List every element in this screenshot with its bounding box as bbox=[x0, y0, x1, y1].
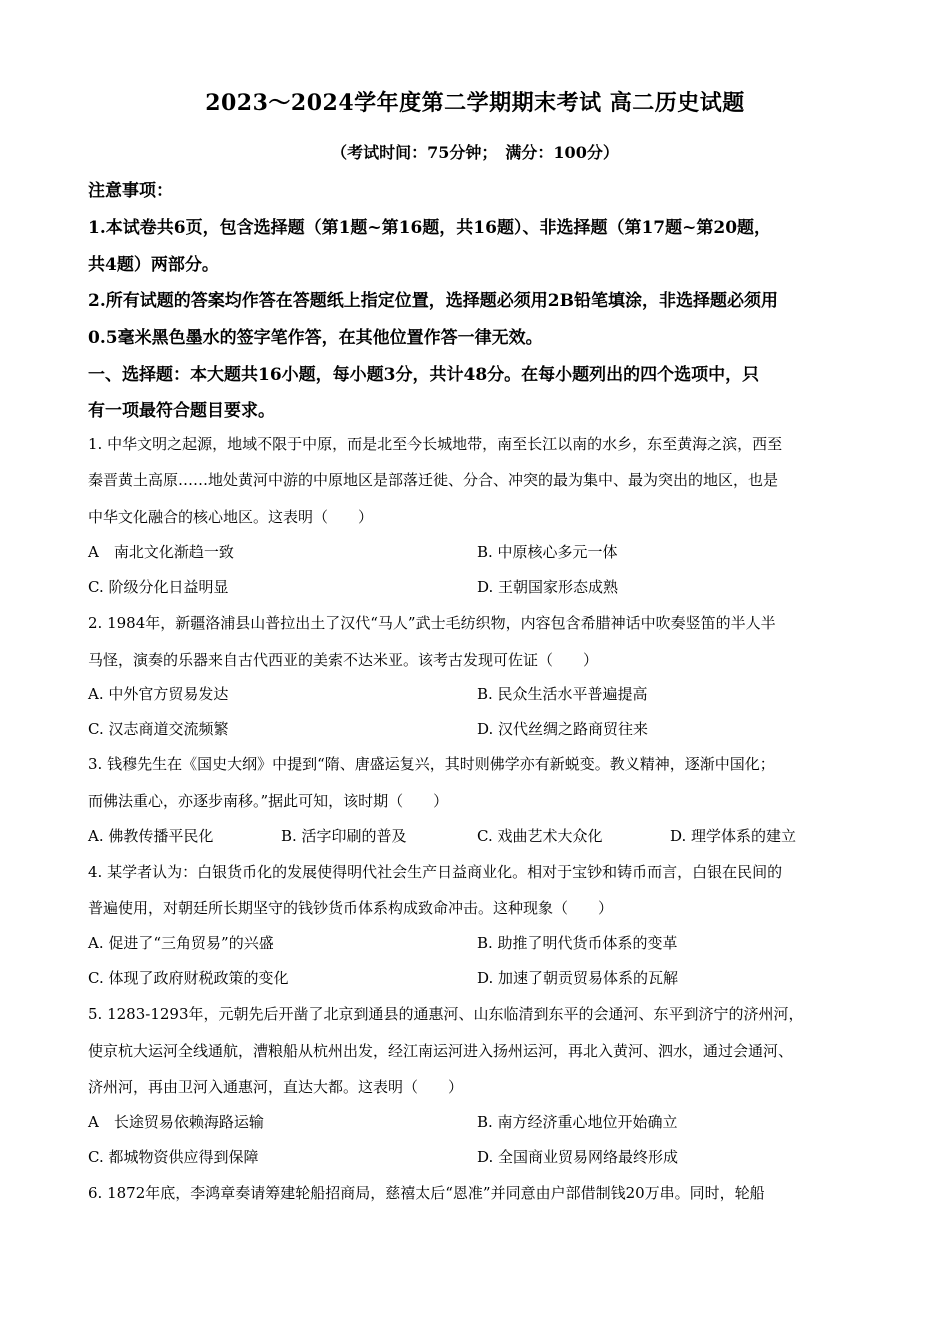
question-4-line-1: 4. 某学者认为：白银货币化的发展使得明代社会生产日益商业化。相对于宝钞和铸币而言，白银在民间的 bbox=[88, 863, 783, 881]
question-2-option-c: C. 汉志商道交流频繁 bbox=[88, 720, 229, 738]
question-1-option-c: C. 阶级分化日益明显 bbox=[88, 578, 229, 596]
question-2-line-2: 马怪，演奏的乐器来自古代西亚的美索不达米亚。该考古发现可佐证（ ） bbox=[88, 651, 599, 669]
question-1-option-a: A 南北文化渐趋一致 bbox=[88, 543, 234, 561]
question-2-option-d: D. 汉代丝绸之路商贸往来 bbox=[477, 720, 649, 738]
exam-title: 2023～2024学年度第二学期期末考试 高二历史试题 bbox=[205, 90, 745, 116]
question-6-line-1: 6. 1872年底，李鸿章奏请筹建轮船招商局，慈禧太后“恩准”并同意由户部借制钱20万串。同时，轮船 bbox=[88, 1184, 765, 1202]
question-5-option-c: C. 都城物资供应得到保障 bbox=[88, 1148, 259, 1166]
note-item-2-line-1: 2.所有试题的答案均作答在答题纸上指定位置，选择题必须用2B铅笔填涂，非选择题必须用 bbox=[88, 291, 778, 311]
question-3-option-c: C. 戏曲艺术大众化 bbox=[477, 827, 603, 845]
question-4-option-d: D. 加速了朝贡贸易体系的瓦解 bbox=[477, 969, 679, 987]
section-1-heading-line-2: 有一项最符合题目要求。 bbox=[88, 401, 275, 421]
question-4-option-c: C. 体现了政府财税政策的变化 bbox=[88, 969, 289, 987]
question-5-option-d: D. 全国商业贸易网络最终形成 bbox=[477, 1148, 679, 1166]
question-5-line-3: 济州河，再由卫河入通惠河，直达大都。这表明（ ） bbox=[88, 1078, 464, 1096]
question-2-line-1: 2. 1984年，新疆洛浦县山普拉出土了汉代“马人”武士毛纺织物，内容包含希腊神话中吹奏竖笛的半人半 bbox=[88, 614, 776, 632]
note-item-1-line-2: 共4题）两部分。 bbox=[88, 255, 219, 275]
question-5-option-b: B. 南方经济重心地位开始确立 bbox=[477, 1113, 678, 1131]
question-5-line-2: 使京杭大运河全线通航，漕粮船从杭州出发，经江南运河进入扬州运河，再北入黄河、泗水，通过会通河、 bbox=[88, 1042, 794, 1060]
question-3-line-1: 3. 钱穆先生在《国史大纲》中提到“隋、唐盛运复兴，其时则佛学亦有新蜕变。教义精神，逐渐中国化； bbox=[88, 755, 775, 773]
question-1-line-2: 秦晋黄土高原……地处黄河中游的中原地区是部落迁徙、分合、冲突的最为集中、最为突出的地区，也是 bbox=[88, 471, 779, 489]
question-1-option-b: B. 中原核心多元一体 bbox=[477, 543, 618, 561]
note-item-2-line-2: 0.5毫米黑色墨水的签字笔作答，在其他位置作答一律无效。 bbox=[88, 328, 543, 348]
note-item-1-line-1: 1.本试卷共6页，包含选择题（第1题~第16题，共16题）、非选择题（第17题~第20题， bbox=[88, 218, 772, 238]
question-4-line-2: 普遍使用，对朝廷所长期坚守的钱钞货币体系构成致命冲击。这种现象（ ） bbox=[88, 899, 614, 917]
question-4-option-a: A. 促进了“三角贸易”的兴盛 bbox=[88, 934, 274, 952]
question-1-option-d: D. 王朝国家形态成熟 bbox=[477, 578, 619, 596]
question-3-option-a: A. 佛教传播平民化 bbox=[88, 827, 214, 845]
question-4-option-b: B. 助推了明代货币体系的变革 bbox=[477, 934, 678, 952]
question-3-line-2: 而佛法重心，亦逐步南移。”据此可知，该时期（ ） bbox=[88, 792, 449, 810]
section-1-heading-line-1: 一、选择题：本大题共16小题，每小题3分，共计48分。在每小题列出的四个选项中，只 bbox=[88, 365, 760, 385]
question-5-line-1: 5. 1283-1293年，元朝先后开凿了北京到通县的通惠河、山东临清到东平的会通河、东平到济宁的济州河， bbox=[88, 1005, 804, 1023]
question-2-option-b: B. 民众生活水平普遍提高 bbox=[477, 685, 648, 703]
question-5-option-a: A 长途贸易依赖海路运输 bbox=[88, 1113, 264, 1131]
question-3-option-b: B. 活字印刷的普及 bbox=[281, 827, 407, 845]
question-1-line-3: 中华文化融合的核心地区。这表明（ ） bbox=[88, 508, 374, 526]
question-1-line-1: 1. 中华文明之起源，地域不限于中原，而是北至今长城地带，南至长江以南的水乡，东至黄海之滨，西至 bbox=[88, 435, 783, 453]
question-2-option-a: A. 中外官方贸易发达 bbox=[88, 685, 229, 703]
question-3-option-d: D. 理学体系的建立 bbox=[670, 827, 797, 845]
exam-subtitle: （考试时间：75分钟； 满分：100分） bbox=[331, 143, 619, 162]
notes-heading: 注意事项： bbox=[88, 181, 173, 201]
